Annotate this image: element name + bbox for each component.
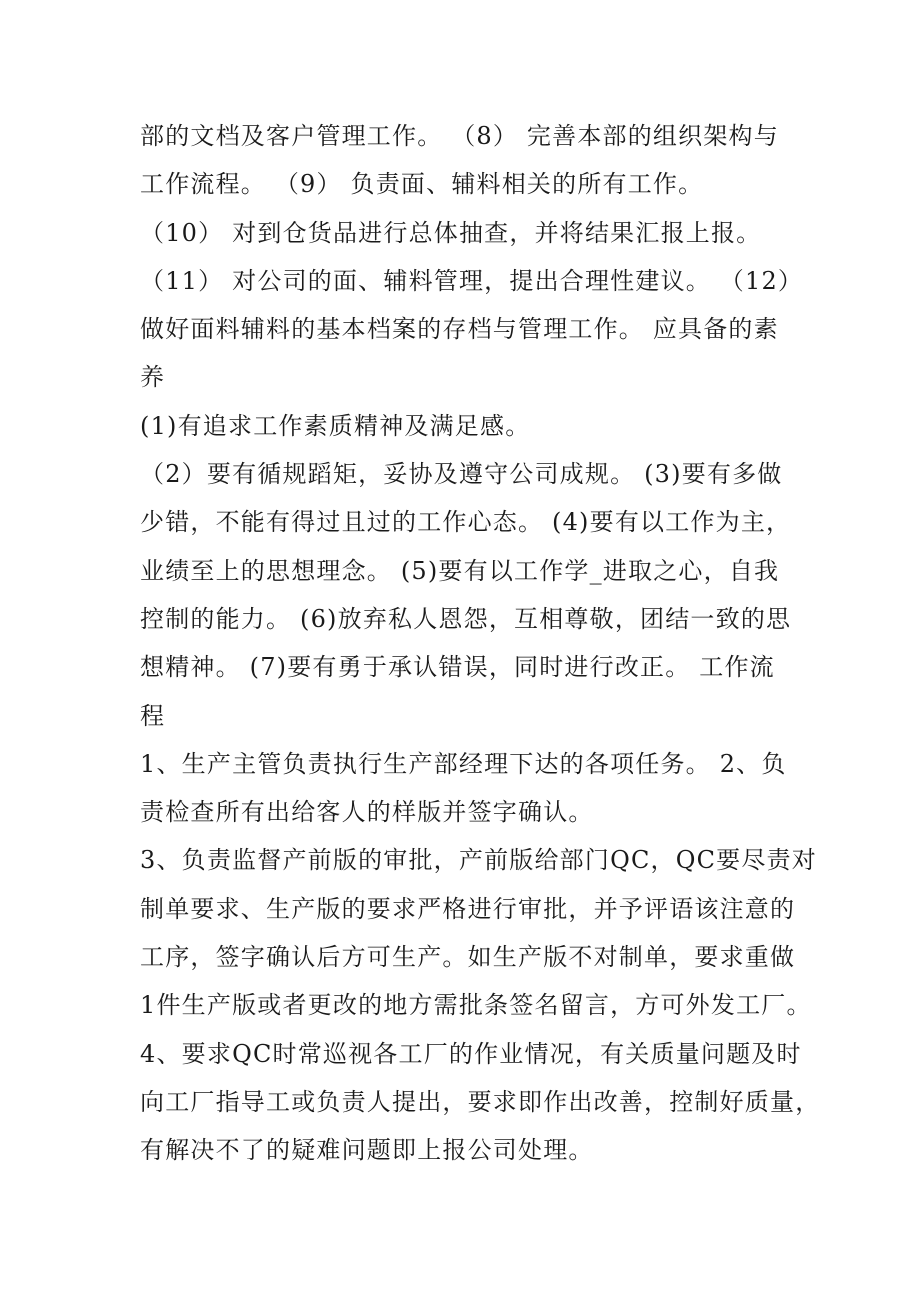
text-line: （2）要有循规蹈矩，妥协及遵守公司成规。 (3)要有多做 bbox=[140, 460, 783, 489]
text-line: 有解决不了的疑难问题即上报公司处理。 bbox=[140, 1136, 594, 1165]
text-line: 养 bbox=[140, 363, 166, 392]
document-body bbox=[140, 112, 820, 1175]
text-line: 责检查所有出给客人的样版并签字确认。 bbox=[140, 798, 594, 827]
text-line: 1、生产主管负责执行生产部经理下达的各项任务。 2、负 bbox=[140, 749, 787, 778]
text-line: （10） 对到仓货品进行总体抽查，并将结果汇报上报。 bbox=[140, 218, 762, 247]
text-line: 少错，不能有得过且过的工作心态。 (4)要有以工作为主， bbox=[140, 508, 792, 537]
text-line: 向工厂指导工或负责人提出，要求即作出改善，控制好质量， bbox=[140, 1087, 821, 1116]
text-line: 做好面料辅料的基本档案的存档与管理工作。 应具备的素 bbox=[140, 315, 779, 344]
text-line: (1)有追求工作素质精神及满足感。 bbox=[140, 411, 531, 440]
text-line: 制单要求、生产版的要求严格进行审批，并予评语该注意的 bbox=[140, 894, 796, 923]
text-line: 工作流程。 （9） 负责面、辅料相关的所有工作。 bbox=[140, 170, 704, 199]
text-line: 工序，签字确认后方可生产。如生产版不对制单，要求重做 bbox=[140, 943, 796, 972]
text-line: 控制的能力。 (6)放弃私人恩怨，互相尊敬，团结一致的思 bbox=[140, 604, 792, 633]
text-line: 想精神。 (7)要有勇于承认错误，同时进行改正。 工作流 bbox=[140, 653, 775, 682]
text-line: 部的文档及客户管理工作。 （8） 完善本部的组织架构与 bbox=[140, 122, 779, 150]
text-line: 程 bbox=[140, 701, 166, 730]
text-line: 业绩至上的思想理念。 (5)要有以工作学_进取之心，自我 bbox=[140, 556, 780, 585]
text-line: 4、要求QC时常巡视各工厂的作业情况，有关质量问题及时 bbox=[140, 1039, 802, 1068]
text-line: （11） 对公司的面、辅料管理，提出合理性建议。 （12） bbox=[140, 266, 804, 295]
text-line: 3、负责监督产前版的审批，产前版给部门QC，QC要尽责对 bbox=[140, 846, 817, 875]
text-line: 1件生产版或者更改的地方需批条签名留言，方可外发工厂。 bbox=[140, 991, 812, 1020]
